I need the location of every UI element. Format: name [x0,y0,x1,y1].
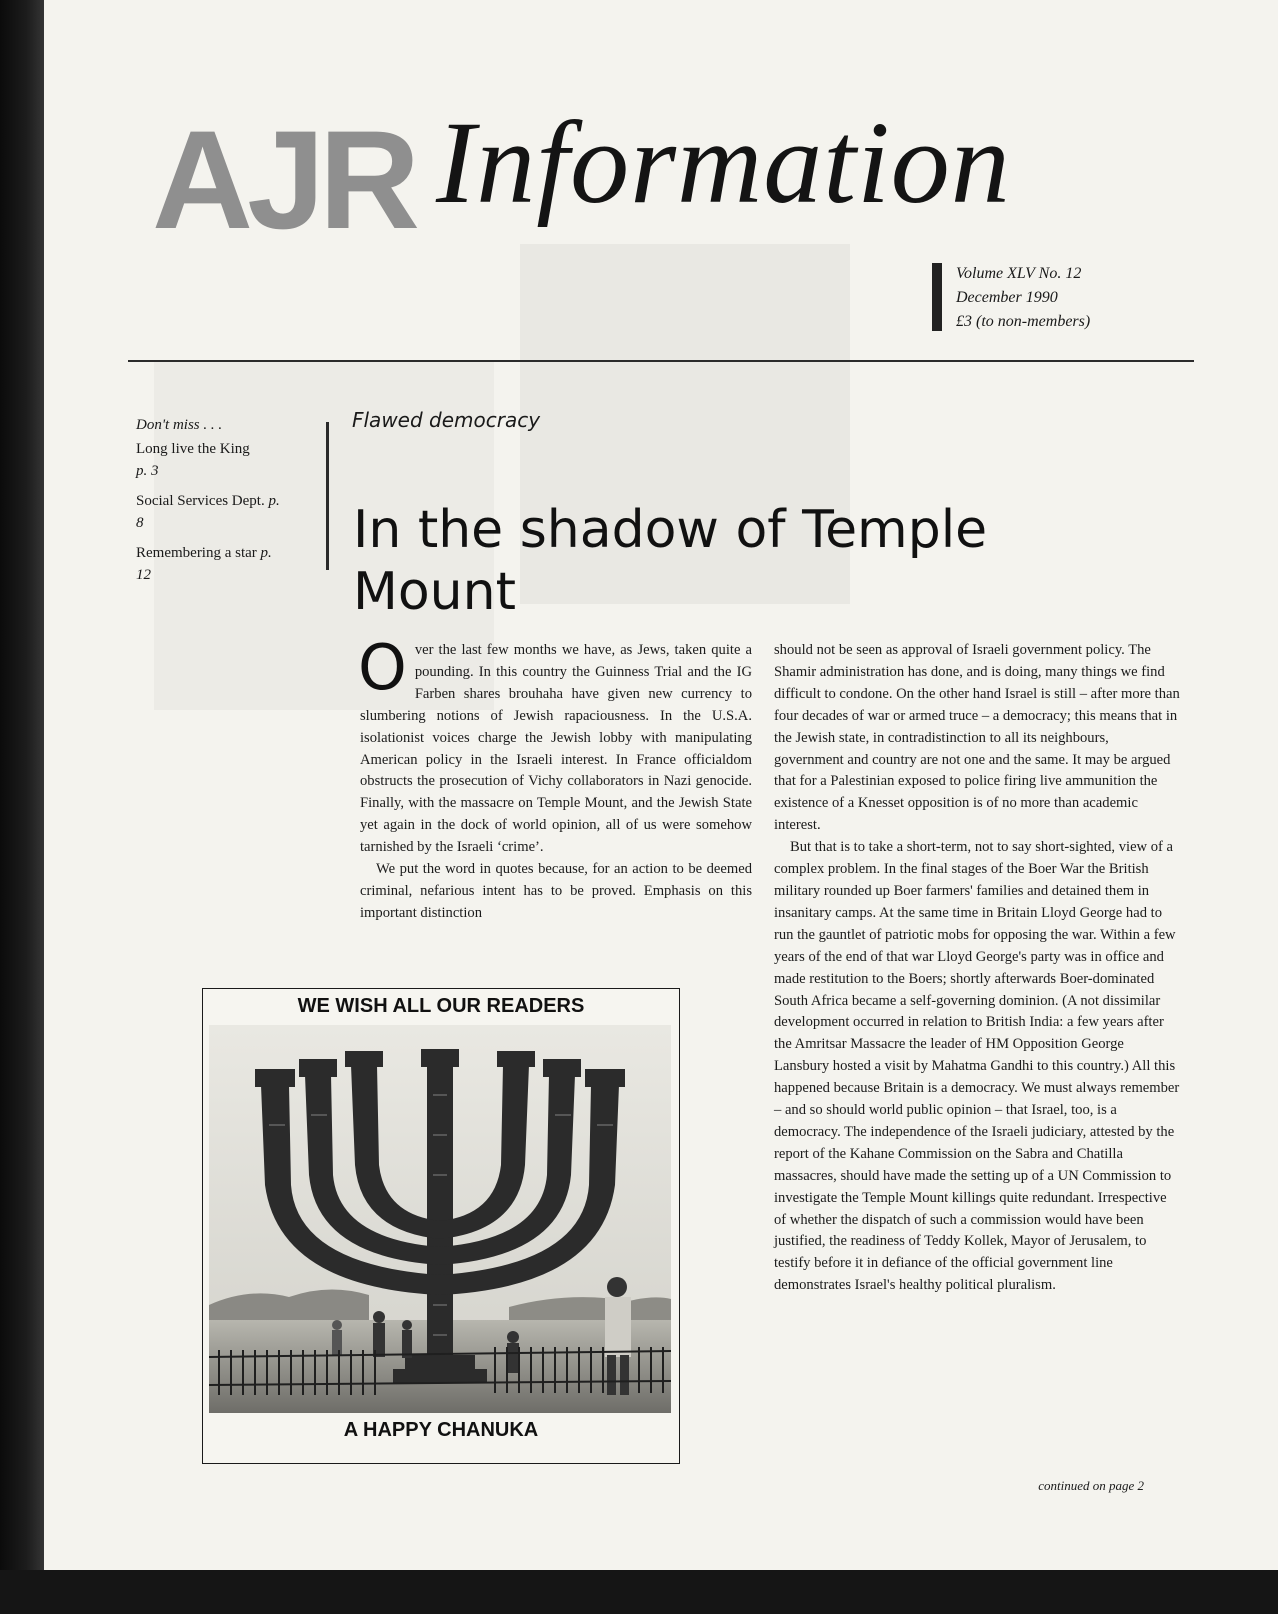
menorah-photo [209,1025,671,1413]
article-paragraph: We put the word in quotes because, for an action to be deemed criminal, nefarious intent has to be proved. Emphasis on this important distinction [360,861,752,921]
article-kicker: Flawed democracy [352,408,541,432]
book-spine [0,0,48,1614]
sidebar-item-page: p. 3 [136,463,159,479]
article-text: ver the last few months we have, as Jews, taken quite a pounding. In this country the Guinness Trial and the IG Farben shares brouhaha have given new currency to slumbering notions of Jewish rapaciousness. In the U.S.A. isolationist voices charge the Jewish lobby with manipulating American policy in the Israeli interest. In France officialdom obstructs the prosecution of Vichy collaborators in Nazi genocide. Finally, with the massacre on Temple Mount, and the Jewish State yet again in the dock of world opinion, all of us were somehow tarnished by the Israeli ‘crime’. [360,642,752,856]
article-paragraph [358,631,752,859]
drop-cap: O [358,631,407,704]
newsletter-page [44,0,1278,1570]
sidebar-item-title: Social Services Dept. [136,493,265,509]
issue-info [956,262,1090,334]
sidebar-item[interactable] [136,438,286,482]
sidebar-item-title: Long live the King [136,441,250,457]
sidebar-item-page: p. 8 [136,493,280,531]
greeting-top-text: WE WISH ALL OUR READERS [297,995,585,1017]
chanuka-greeting-box [202,988,680,1464]
masthead-rule [128,360,1194,362]
masthead-title: Information [436,97,1011,228]
article-column-1 [358,631,752,925]
ajr-logo: AJR [152,101,415,258]
sidebar-item[interactable] [136,490,286,534]
continued-note[interactable]: continued on page 2 [1038,1478,1144,1493]
article-column-2 [774,640,1182,1297]
scan-edge [0,1570,1278,1614]
article-paragraph: should not be seen as approval of Israeli government policy. The Shamir administration has done, and is doing, many things we find difficult to condone. On the other hand Israel is still – after more than four decades of war or armed truce – a democracy; this means that in the Jewish state, in contradistinction to all its neighbours, government and country are not one and the same. It may be argued that for a Palestinian exposed to police firing live ammunition the existence of a Knesset opposition is of no more than academic interest. [774,642,1180,834]
issue-date: December 1990 [956,289,1058,306]
issue-volume: Volume XLV No. 12 [956,265,1082,282]
sidebar-item[interactable] [136,542,286,586]
dont-miss-sidebar [136,414,286,594]
article-headline: In the shadow of Temple Mount [353,499,988,622]
sidebar-divider [326,422,329,570]
issue-divider [932,263,942,331]
article-paragraph: But that is to take a short-term, not to say short-sighted, view of a complex problem. In the final stages of the Boer War the British military rounded up Boer farmers' families and detained them in insanitary camps. At the same time in Britain Lloyd George had to run the gauntlet of patriotic mobs for opposing the war. Within a few years of the end of that war Lloyd George's party was in office and made restitution to the Boers; shortly afterwards Boer-dominated South Africa became a self-governing dominion. (A not dissimilar development occurred in relation to British India: a few years after the Amritsar Massacre the leader of HM Opposition George Lansbury hosted a visit by Mahatma Gandhi to this country.) All this happened because Britain is a democracy. We must always remember – and so should world public opinion – that Israel, too, is a democracy. The independence of the Israeli judiciary, attested by the report of the Kahane Commission on the Sabra and Chatilla massacres, should have made the setting up of a UN Commission to investigate the Temple Mount killings quite redundant. Irrespective of whether the dispatch of such a commission would have been justified, the readiness of Teddy Kollek, Mayor of Jerusalem, to testify before it in defiance of the official government line demonstrates Israel's healthy political pluralism. [774,839,1180,1294]
sidebar-item-page: p. 12 [136,545,272,583]
sidebar-item-title: Remembering a star [136,545,257,561]
issue-price: £3 (to non-members) [956,313,1091,330]
sidebar-heading: Don't miss . . . [136,417,223,433]
greeting-bottom-text: A HAPPY CHANUKA [343,1419,539,1441]
